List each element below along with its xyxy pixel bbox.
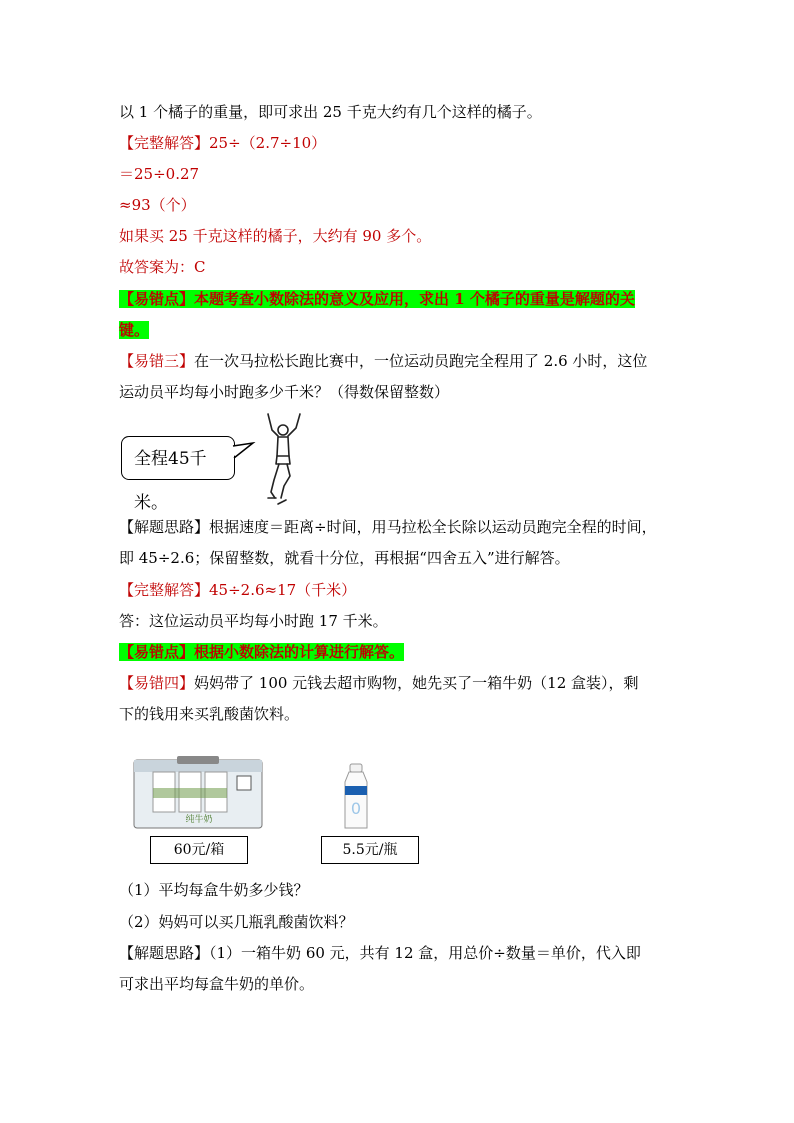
drink-price-label: 5.5元/瓶 bbox=[321, 836, 419, 864]
answer-expression: 45÷2.6≈17（千米） bbox=[209, 581, 357, 599]
runner-icon bbox=[254, 410, 310, 510]
answer-label: 【完整解答】 bbox=[119, 134, 210, 152]
calc-step: ＝25÷0.27 bbox=[119, 165, 200, 183]
question-line: 运动员平均每小时跑多少千米？（得数保留整数） bbox=[119, 383, 450, 401]
sub-question: （2）妈妈可以买几瓶乳酸菌饮料？ bbox=[119, 913, 354, 931]
solution-idea-line: 可求出平均每盒牛奶的单价。 bbox=[119, 975, 315, 993]
answer-expression: 25÷（2.7÷10） bbox=[209, 134, 327, 152]
calc-step: ≈93（个） bbox=[119, 196, 196, 214]
answer-text: 如果买 25 千克这样的橘子，大约有 90 多个。 bbox=[119, 227, 432, 245]
complete-answer-line bbox=[119, 580, 679, 600]
answer-text: 答：这位运动员平均每小时跑 17 千米。 bbox=[119, 612, 388, 630]
error-point-highlight: 键。 bbox=[119, 321, 150, 339]
milk-price-label: 60元/箱 bbox=[150, 836, 248, 864]
milk-box-icon bbox=[133, 754, 263, 830]
error-point-line bbox=[119, 320, 679, 340]
speech-bubble-tail-icon bbox=[222, 442, 256, 472]
question-text: 在一次马拉松长跑比赛中，一位运动员跑完全程用了 2.6 小时，这位 bbox=[194, 352, 648, 370]
text-line: 以 1 个橘子的重量，即可求出 25 千克大约有几个这样的橘子。 bbox=[119, 103, 542, 121]
error-point-line bbox=[119, 289, 679, 309]
question-line bbox=[119, 351, 679, 371]
speech-bubble: 全程45千米。 bbox=[121, 436, 235, 480]
answer-label: 【完整解答】 bbox=[119, 581, 210, 599]
question-line bbox=[119, 673, 679, 693]
error-point-highlight: 【易错点】根据小数除法的计算进行解答。 bbox=[119, 643, 405, 661]
yogurt-bottle-icon bbox=[336, 762, 376, 832]
error-point-highlight: 【易错点】本题考查小数除法的意义及应用，求出 1 个橘子的重量是解题的关 bbox=[119, 290, 635, 308]
complete-answer-line bbox=[119, 133, 679, 153]
question-text: 妈妈带了 100 元钱去超市购物，她先买了一箱牛奶（12 盒装），剩 bbox=[194, 674, 639, 692]
milk-box-label: 纯牛奶 bbox=[185, 815, 213, 825]
question-label: 【易错四】 bbox=[119, 674, 195, 692]
error-point-line bbox=[119, 642, 679, 662]
svg-text:0: 0 bbox=[350, 799, 362, 818]
question-line: 下的钱用来买乳酸菌饮料。 bbox=[119, 705, 300, 723]
sub-question: （1）平均每盒牛奶多少钱？ bbox=[119, 881, 309, 899]
solution-idea-line: 【解题思路】（1）一箱牛奶 60 元，共有 12 盒，用总价÷数量＝单价，代入即 bbox=[119, 944, 641, 962]
question-label: 【易错三】 bbox=[119, 352, 195, 370]
solution-idea-line: 【解题思路】根据速度＝距离÷时间，用马拉松全长除以运动员跑完全程的时间， bbox=[119, 518, 657, 536]
solution-idea-line: 即 45÷2.6；保留整数，就看十分位，再根据“四舍五入”进行解答。 bbox=[119, 549, 570, 567]
answer-choice: 故答案为：C bbox=[119, 258, 206, 276]
